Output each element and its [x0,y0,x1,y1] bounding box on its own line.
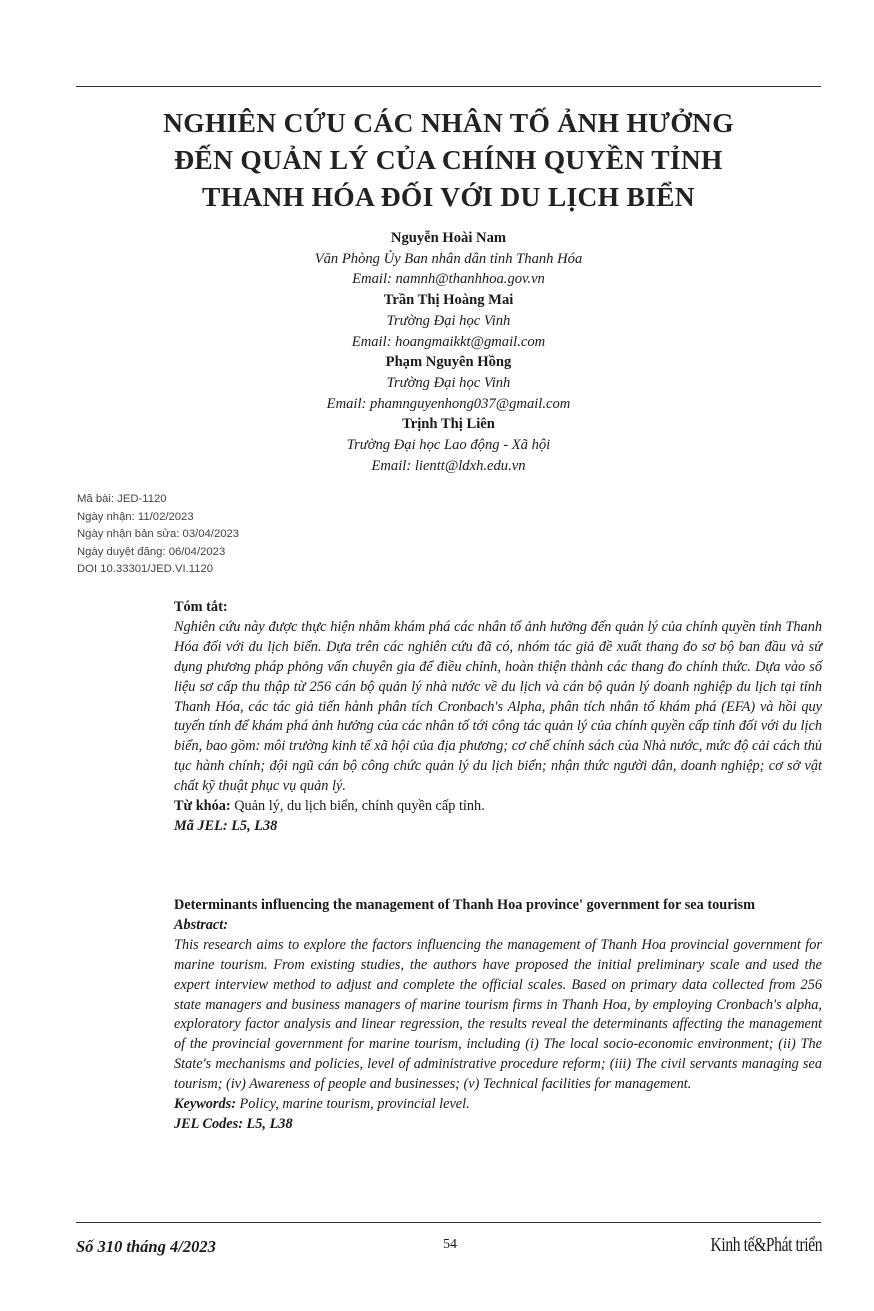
author-email: Email: lientt@ldxh.edu.vn [371,457,526,474]
abstract-body: Nghiên cứu này được thực hiện nhằm khám phá các nhân tố ảnh hưởng đến quản lý của chính quyền tỉnh Thanh Hóa đối với du lịch biển. Dựa trên các nghiên cứu đã có, nhóm tác giả đề xuất thang đo sơ bộ ban đầu và sử dụng phương pháp phỏng vấn chuyên gia để điều chỉnh, hoàn thiện thành các thang đo chính thức. Dựa vào số liệu sơ cấp thu thập từ 256 cán bộ quản lý nhà nước về du lịch và cán bộ quản lý doanh nghiệp du lịch tại tỉnh Thanh Hóa, các tác giả tiến hành phân tích Cronbach's Alpha, phân tích nhân tố khám phá (EFA) và hồi quy tuyến tính để khám phá ảnh hưởng của các nhân tố tới công tác quản lý của chính quyền cấp tỉnh đối với du lịch biển, bao gồm: môi trường kinh tế xã hội của địa phương; cơ chế chính sách của Nhà nước, mức độ cải cách thủ tục hành chính; đội ngũ cán bộ công chức quản lý du lịch biển; nhận thức người dân, doanh nghiệp; cơ sở vật chất kỹ thuật phục vụ quản lý. [174,618,822,795]
article-meta [77,491,377,579]
author-name: Nguyễn Hoài Nam [390,230,507,246]
jel-codes: Mã JEL: L5, L38 [174,817,278,834]
author-name: Trịnh Thị Liên [402,416,495,433]
paper-title [76,104,821,215]
keywords-label: Từ khóa: [174,798,231,815]
meta-line: Ngày nhận: 11/02/2023 [77,510,194,523]
keywords-line [174,1095,822,1115]
author-email: Email: namnh@thanhhoa.gov.vn [352,271,545,288]
keywords-label: Keywords: [174,1096,236,1113]
keywords-line [174,797,822,817]
top-rule [76,86,821,87]
author-name: Phạm Nguyên Hồng [385,354,512,371]
page-number: 54 [443,1237,457,1252]
title-line: NGHIÊN CỨU CÁC NHÂN TỐ ẢNH HƯỞNG [163,107,734,138]
author-affiliation: Trường Đại học Vinh [386,312,511,329]
meta-line: DOI 10.33301/JED.VI.1120 [77,563,214,575]
journal-name: Kinh tế&Phát triển [710,1234,822,1256]
author-email: Email: phamnguyenhong037@gmail.com [326,395,571,412]
bottom-rule [76,1222,821,1223]
abstract-heading: Abstract: [174,916,229,933]
abstract-body: This research aims to explore the factors influencing the management of Thanh Hoa provincial government for marine tourism. From existing studies, the authors have proposed the initial preliminary scale and used the expert interview method to adjust and complete the official scales. Based on primary data collected from 256 state managers and business managers of marine tourism firms in Thanh Hoa, by employing Cronbach's alpha, exploratory factor analysis and linear regression, the results reveal the determinants affecting the management of the provincial government for marine tourism, including (i) The local socio-economic environment; (ii) The State's mechanisms and policies, level of administrative procedure reform; (iii) The civil servants managing sea tourism; (iv) Awareness of people and businesses; (v) Technical facilities for management. [174,936,822,1093]
meta-line: Ngày nhận bản sửa: 03/04/2023 [77,528,240,540]
meta-line: Ngày duyệt đăng: 06/04/2023 [77,545,226,558]
author-block [76,228,821,476]
author-affiliation: Trường Đại học Lao động - Xã hội [346,437,551,454]
title-line: THANH HÓA ĐỐI VỚI DU LỊCH BIỂN [202,181,695,212]
author-affiliation: Văn Phòng Ủy Ban nhân dân tỉnh Thanh Hóa [314,250,583,267]
author-affiliation: Trường Đại học Vinh [386,374,511,391]
english-title: Determinants influencing the management of Thanh Hoa province' government for sea tourism [174,897,755,913]
abstract-heading: Tóm tắt: [174,599,228,615]
title-line: ĐẾN QUẢN LÝ CỦA CHÍNH QUYỀN TỈNH [174,144,723,175]
issue-label: Số 310 tháng 4/2023 [76,1237,216,1256]
english-abstract [174,896,822,1135]
vietnamese-abstract [174,598,822,837]
author-name: Trần Thị Hoàng Mai [383,292,514,309]
keywords-text: Quản lý, du lịch biển, chính quyền cấp tỉnh. [230,798,485,815]
meta-line: Mã bài: JED-1120 [77,493,167,505]
jel-codes: JEL Codes: L5, L38 [174,1115,293,1132]
author-email: Email: hoangmaikkt@gmail.com [351,333,546,350]
keywords-text: Policy, marine tourism, provincial level. [235,1096,470,1113]
